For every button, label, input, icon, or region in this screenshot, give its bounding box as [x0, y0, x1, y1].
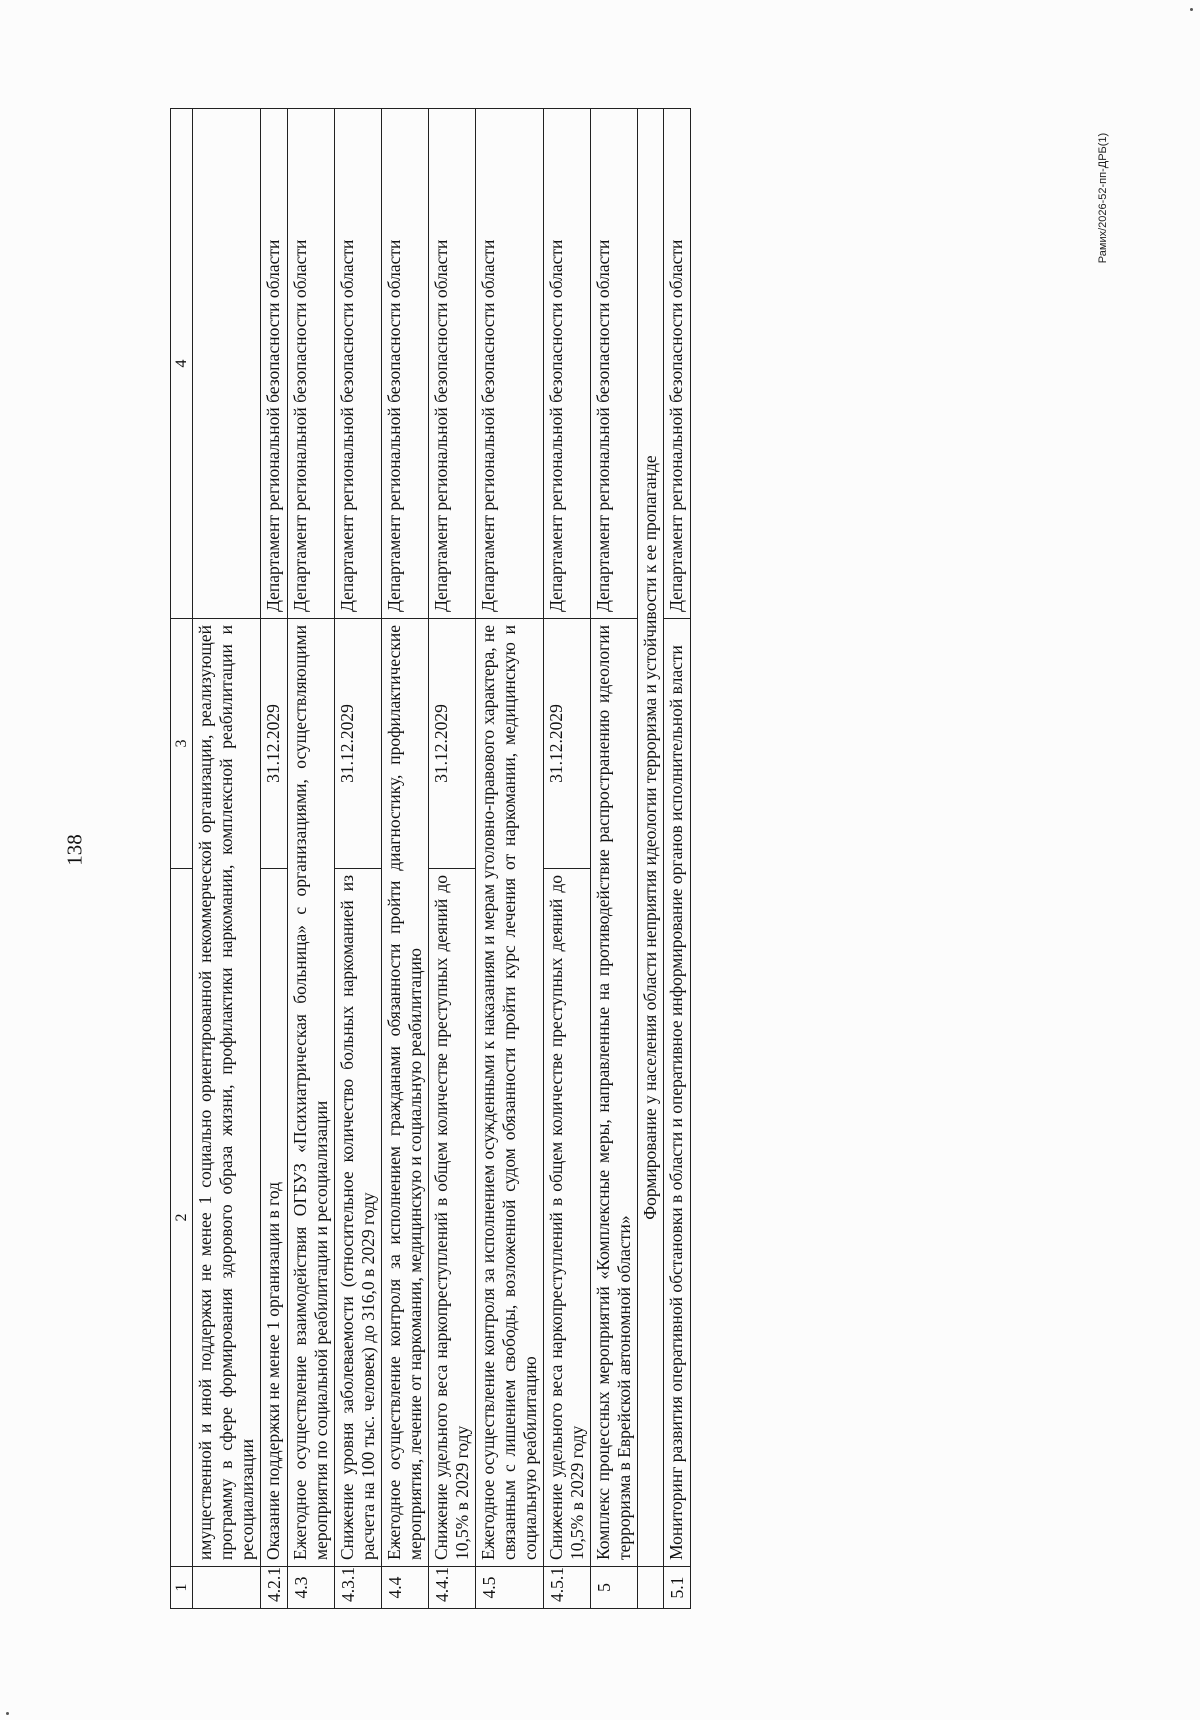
row-text: Снижение уровня заболеваемости (относительное количество больных наркоманией из расчета на 100 тыс. человек) до 316,0 в 2029 году [335, 869, 382, 1567]
row-department: Департамент региональной безопасности области [382, 109, 429, 619]
table-row [261, 109, 288, 1609]
row-date: 31.12.2029 [335, 619, 382, 869]
table-row [476, 109, 544, 1609]
document-code: Рамих/2026-52-пп-ДРБ(1) [1097, 132, 1109, 264]
table-header-row [171, 109, 193, 1609]
row-number: 4.4.1 [429, 1567, 476, 1609]
row-date: 31.12.2029 [429, 619, 476, 869]
row-text: Снижение удельного веса наркопреступлений в общем количестве преступных деяний до 10,5% в 2029 году [544, 869, 591, 1567]
row-number: 4.3 [288, 1567, 335, 1609]
measures-table [170, 108, 691, 1609]
table-row [591, 109, 638, 1609]
row-number: 4.2.1 [261, 1567, 288, 1609]
header-col-4: 4 [171, 109, 193, 619]
row-date: 31.12.2029 [261, 619, 288, 869]
row-text: Ежегодное осуществление контроля за исполнением гражданами обязанности пройти диагностику, профилактические мероприятия, лечение от наркомании, медицинскую и социальную реабилитацию [382, 619, 429, 1567]
row-text: Оказание поддержки не менее 1 организации в год [261, 869, 288, 1567]
scan-speck [6, 1712, 9, 1715]
row-number [193, 1567, 261, 1609]
row-text: имущественной и иной поддержки не менее 1 социально ориентированной некоммерческой организации, реализующей программу в сфере формирования здорового образа жизни, профилактики наркомании, комплексной реабилитации и ресоциализации [193, 619, 261, 1567]
row-text: Снижение удельного веса наркопреступлений в общем количестве преступных деяний до 10,5% в 2029 году [429, 869, 476, 1567]
row-number: 5.1 [664, 1567, 691, 1609]
header-col-1: 1 [171, 1567, 193, 1609]
table-row [544, 109, 591, 1609]
row-department: Департамент региональной безопасности области [429, 109, 476, 619]
table-row [429, 109, 476, 1609]
section-row [638, 109, 664, 1609]
header-col-3: 3 [171, 619, 193, 869]
scan-speck [1190, 8, 1193, 11]
section-heading: Формирование у населения области неприятия идеологии терроризма и устойчивости к ее пропаганде [638, 109, 664, 1567]
row-department: Департамент региональной безопасности области [261, 109, 288, 619]
row-number: 4.5.1 [544, 1567, 591, 1609]
row-department: Департамент региональной безопасности области [288, 109, 335, 619]
row-department: Департамент региональной безопасности области [476, 109, 544, 619]
header-col-2: 2 [171, 869, 193, 1567]
row-department [193, 109, 261, 619]
row-department: Департамент региональной безопасности области [544, 109, 591, 619]
table-row [335, 109, 382, 1609]
row-department: Департамент региональной безопасности области [591, 109, 638, 619]
row-text: Ежегодное осуществление контроля за исполнением осужденными к наказаниям и мерам уголовно-правового характера, не связанным с лишением свободы, возложенной судом обязанности пройти курс лечения от наркомании, медицинскую и социальную реабилитацию [476, 619, 544, 1567]
table-row [193, 109, 261, 1609]
row-number: 4.5 [476, 1567, 544, 1609]
rotated-table-container [170, 109, 1075, 1609]
row-number: 4.3.1 [335, 1567, 382, 1609]
table-row [382, 109, 429, 1609]
row-text: Мониторинг развития оперативной обстановки в области и оперативное информирование органов исполнительной власти [664, 619, 691, 1567]
row-text: Комплекс процессных мероприятий «Комплексные меры, направленные на противодействие распространению идеологии терроризма в Еврейской автономной области» [591, 619, 638, 1567]
table-row [664, 109, 691, 1609]
table-row [288, 109, 335, 1609]
row-date: 31.12.2029 [544, 619, 591, 869]
page-number: 138 [62, 834, 87, 866]
row-department: Департамент региональной безопасности области [664, 109, 691, 619]
row-department: Департамент региональной безопасности области [335, 109, 382, 619]
section-number-cell [638, 1567, 664, 1609]
row-text: Ежегодное осуществление взаимодействия ОГБУЗ «Психиатрическая больница» с организациями, осуществляющими мероприятия по социальной реабилитации и ресоциализации [288, 619, 335, 1567]
row-number: 4.4 [382, 1567, 429, 1609]
row-number: 5 [591, 1567, 638, 1609]
